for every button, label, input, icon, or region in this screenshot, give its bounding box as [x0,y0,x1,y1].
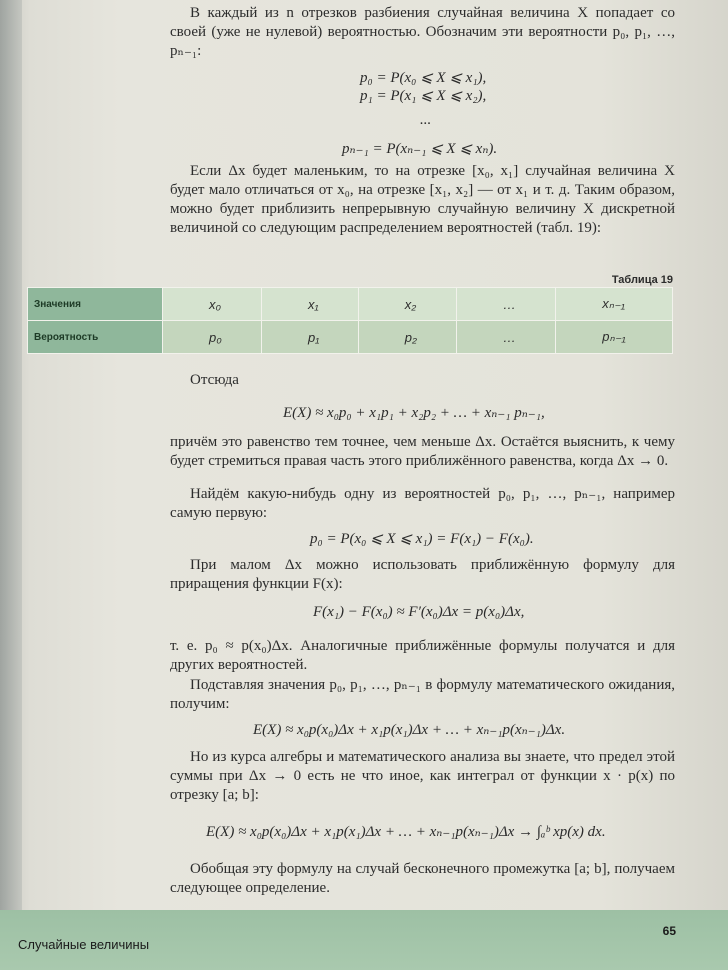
table-cell: x₁ [262,288,359,321]
paragraph-integral-text: Но из курса алгебры и математического анализа вы знаете, что предел этой суммы при Δx → 0 есть не что иное, как интеграл от функции x · p(x) по отрезку [a; b]: [170,749,675,803]
paragraph-accuracy-text: причём это равенство тем точнее, чем меньше Δx. Остаётся выяснить, к чему будет стремиться правая часть этого приближённого равенства, когда Δx → 0. [170,434,675,469]
table-caption: Таблица 19 [611,274,673,286]
table-cell: x₀ [163,288,262,321]
table-cell: … [456,288,555,321]
formula-expectation-density: E(X) ≈ x₀p(x₀)Δx + x₁p(x₁)Δx + … + xₙ₋₁p(xₙ₋₁)Δx. [253,722,566,738]
formula-derivative-approx: F(x₁) − F(x₀) ≈ F′(x₀)Δx = p(x₀)Δx, [313,604,525,620]
paragraph-probabilities: В каждый из n отрезков разбиения случайная величина X попадает со своей (уже не нулевой) вероятностью. Обозначим эти вероятности p₀, p₁, …, pₙ₋₁: [170,5,675,59]
formula-expectation-sum: E(X) ≈ x₀p₀ + x₁p₁ + x₂p₂ + … + xₙ₋₁ pₙ₋₁, [283,405,545,421]
page-number: 65 [662,924,676,938]
formula-expectation-integral: E(X) ≈ x₀p(x₀)Δx + x₁p(x₁)Δx + … + xₙ₋₁p(xₙ₋₁)Δx → ∫ₐᵇ xp(x) dx. [206,824,606,840]
formula-ellipsis: ... [420,112,432,128]
paragraph-approximation-text: Если Δx будет маленьким, то на отрезке [x₀, x₁] случайная величина X будет мало отличаться от x₀, на отрезке [x₁, x₂] — от x₁ и т. д. Таким образом, можно будет приблизить непрерывную случайную величину X дискретной величиной со следующим распределением вероятностей (табл. 19): [170,163,675,236]
paragraph-small-dx-text: При малом Δx можно использовать приближённую формулу для приращения функции F(x): [170,557,675,592]
paragraph-first-probability-text: Найдём какую-нибудь одну из вероятностей p₀, p₁, …, pₙ₋₁, например самую первую: [170,486,675,521]
paragraph-integral [170,748,675,805]
formula-p0-distribution: p₀ = P(x₀ ⩽ X ⩽ x₁) = F(x₁) − F(x₀). [310,531,534,547]
paragraph-generalize [170,860,675,898]
paragraph-hence [170,371,675,390]
table-row-values [28,288,673,321]
paragraph-substitute [170,676,675,714]
table-row-probability [28,321,673,354]
paragraph-accuracy [170,433,675,471]
formula-p0: p₀ = P(x₀ ⩽ X ⩽ x₁), [360,70,487,86]
table-row-header: Значения [28,288,163,321]
paragraph-approximation [170,162,675,238]
paragraph-analogous-text: т. е. p₀ ≈ p(x₀)Δx. Аналогичные приближённые формулы получатся и для других вероятностей. [170,638,675,673]
table-cell: pₙ₋₁ [556,321,673,354]
distribution-table [27,287,673,354]
table-cell: x₂ [358,288,456,321]
section-title: Случайные величины [18,937,150,952]
table-cell: p₂ [358,321,456,354]
table-cell: p₀ [163,321,262,354]
paragraph-small-dx [170,556,675,594]
formula-p1: p₁ = P(x₁ ⩽ X ⩽ x₂), [360,88,487,104]
previous-page-edge [0,0,22,970]
paragraph-first-probability [170,485,675,523]
table-cell: p₁ [262,321,359,354]
page-footer [0,910,728,970]
paragraph-intro [170,4,675,61]
table-cell: xₙ₋₁ [556,288,673,321]
table-row-header: Вероятность [28,321,163,354]
paragraph-substitute-text: Подставляя значения p₀, p₁, …, pₙ₋₁ в формулу математического ожидания, получим: [170,677,675,712]
paragraph-analogous [170,637,675,675]
paragraph-hence-text: Отсюда [190,372,239,388]
formula-pn-1: pₙ₋₁ = P(xₙ₋₁ ⩽ X ⩽ xₙ). [342,141,498,157]
paragraph-generalize-text: Обобщая эту формулу на случай бесконечного промежутка [a; b], получаем следующее определение. [170,861,675,896]
table-cell: … [456,321,555,354]
